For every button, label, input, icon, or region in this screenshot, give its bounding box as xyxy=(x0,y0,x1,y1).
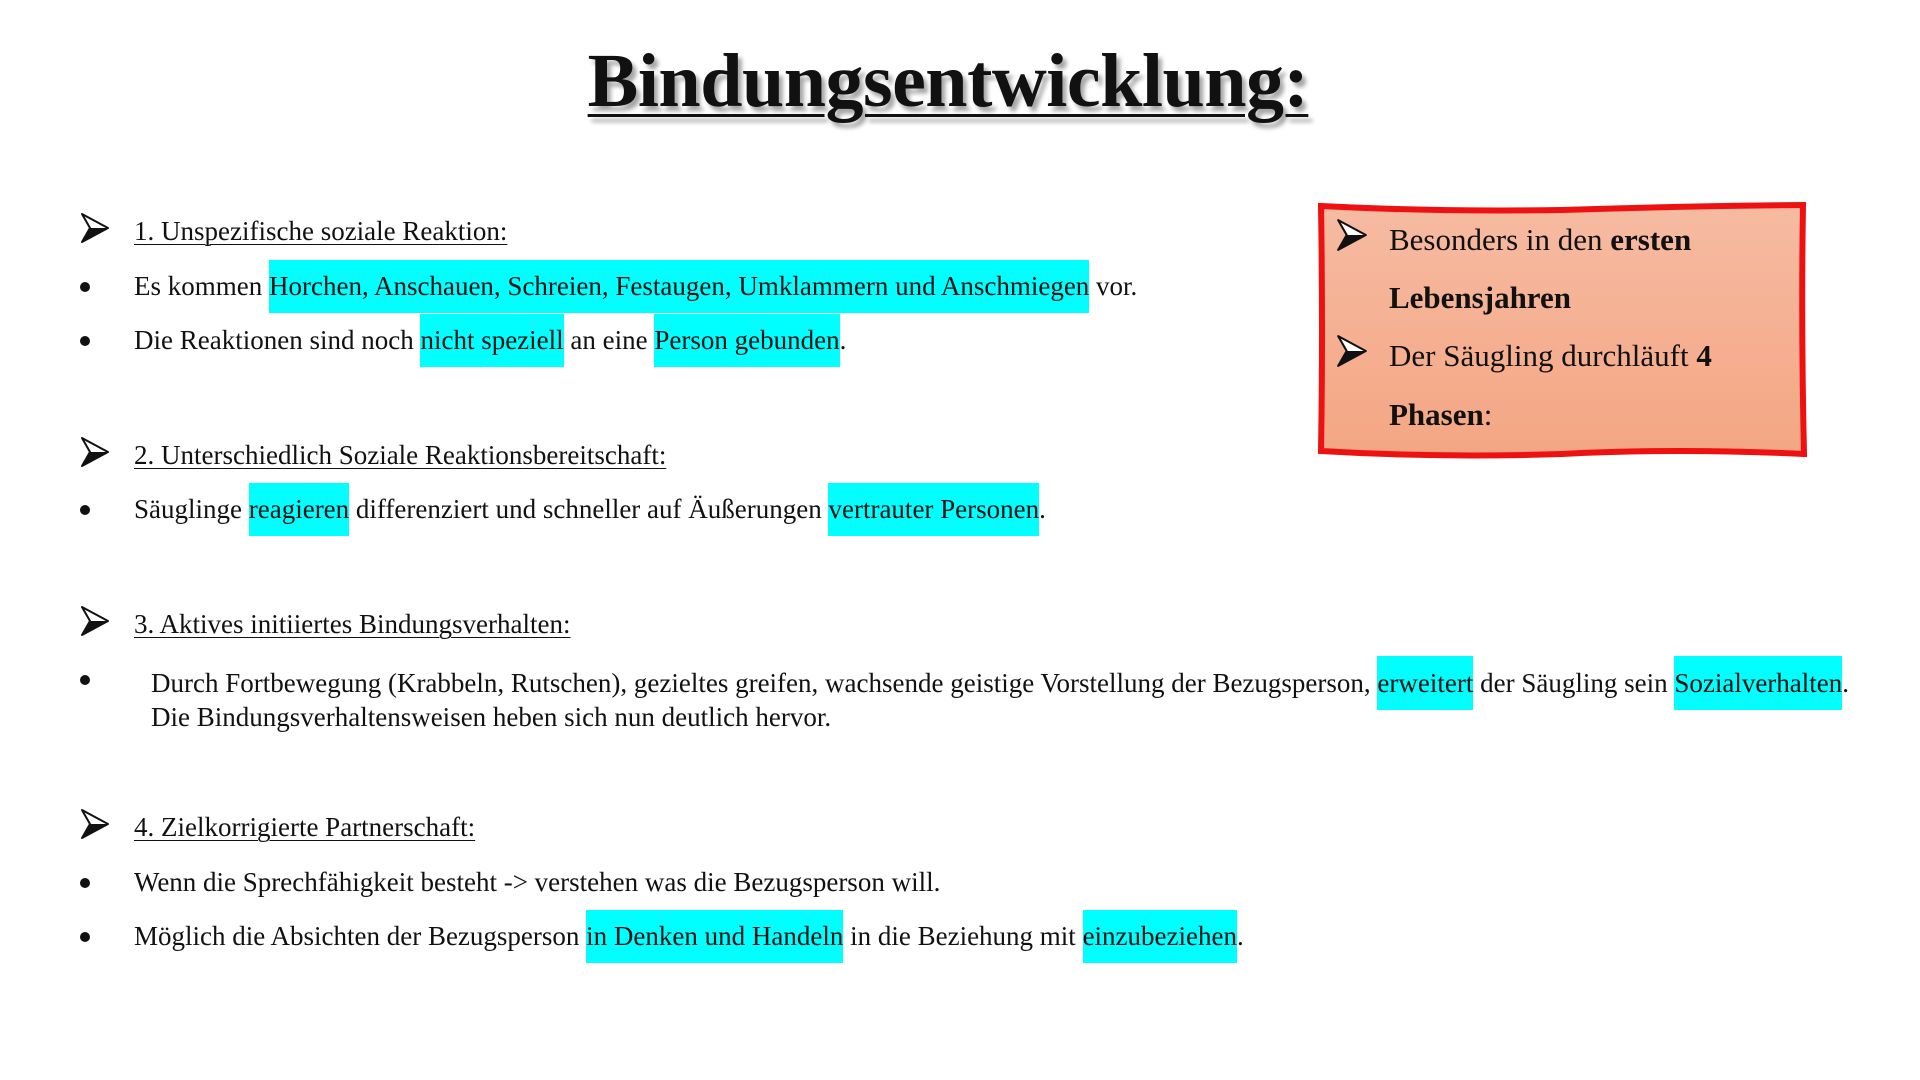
highlight: Person gebunden xyxy=(654,314,839,367)
text: in die Beziehung mit xyxy=(843,921,1083,951)
highlight: in Denken und Handeln xyxy=(586,910,843,963)
text: . xyxy=(1236,921,1244,951)
bullet-dot-icon xyxy=(80,675,90,685)
text: Es kommen xyxy=(134,271,269,301)
section-2-bullet-1 xyxy=(134,483,1046,536)
section-1-bullet-2 xyxy=(134,314,846,367)
section-4-bullet-2 xyxy=(134,910,1244,963)
text: der Säugling sein xyxy=(1473,668,1675,698)
arrow-bullet-icon xyxy=(80,212,110,244)
bold-text: Lebensjahren xyxy=(1389,280,1572,315)
text: Säuglinge xyxy=(134,494,249,524)
infobox-item-2 xyxy=(1389,338,1712,374)
highlight: erweitert xyxy=(1377,656,1473,710)
text: Die Reaktionen sind noch xyxy=(134,325,421,355)
text: . xyxy=(839,325,847,355)
infobox-item-2-cont xyxy=(1389,397,1492,433)
arrow-bullet-icon xyxy=(1336,334,1368,368)
text: Durch Fortbewegung (Krabbeln, Rutschen), gezieltes greifen, wachsende geistige Vorstellung der Bezugsperson, xyxy=(151,668,1378,698)
bold-text: 4 xyxy=(1696,338,1712,373)
bullet-dot-icon xyxy=(80,932,90,942)
text: vor. xyxy=(1089,271,1138,301)
highlight: nicht speziell xyxy=(420,314,563,367)
arrow-bullet-icon xyxy=(80,436,110,468)
text: : xyxy=(1483,397,1493,432)
text: Der Säugling durchläuft xyxy=(1389,338,1697,373)
text: Wenn die Sprechfähigkeit besteht -> verstehen was die Bezugsperson will. xyxy=(134,867,941,897)
infobox-item-1 xyxy=(1389,222,1691,258)
bullet-dot-icon xyxy=(80,505,90,515)
section-3-bullet-1 xyxy=(151,666,1891,734)
section-heading-2: 2. Unterschiedlich Soziale Reaktionsbereitschaft: xyxy=(134,440,667,470)
section-1-bullet-1 xyxy=(134,260,1137,313)
bullet-dot-icon xyxy=(80,336,90,346)
page-title: Bindungsentwicklung: xyxy=(587,39,1309,123)
section-heading-3: 3. Aktives initiiertes Bindungsverhalten: xyxy=(134,609,571,639)
highlight: reagieren xyxy=(249,483,349,536)
bullet-dot-icon xyxy=(80,878,90,888)
text: Möglich die Absichten der Bezugsperson xyxy=(134,921,587,951)
bullet-dot-icon xyxy=(80,282,90,292)
highlight: einzubeziehen xyxy=(1083,910,1237,963)
arrow-bullet-icon xyxy=(80,605,110,637)
text: . Die Bindungsverhaltensweisen heben sich nun deutlich hervor. xyxy=(151,668,1850,732)
section-heading-1: 1. Unspezifische soziale Reaktion: xyxy=(134,216,508,246)
arrow-bullet-icon xyxy=(80,808,110,840)
section-4-bullet-1 xyxy=(134,856,940,909)
text: Besonders in den xyxy=(1389,222,1611,257)
text: an eine xyxy=(563,325,655,355)
text: differenziert und schneller auf Äußerungen xyxy=(349,494,829,524)
infobox-item-1-cont xyxy=(1389,280,1571,316)
arrow-bullet-icon xyxy=(1336,218,1368,252)
highlight: Sozialverhalten xyxy=(1674,656,1842,710)
text: . xyxy=(1039,494,1046,524)
highlight: Horchen, Anschauen, Schreien, Festaugen, Umklammern und Anschmiegen xyxy=(269,260,1089,313)
section-heading-4: 4. Zielkorrigierte Partnerschaft: xyxy=(134,812,476,842)
bold-text: Phasen xyxy=(1389,397,1484,432)
highlight: vertrauter Personen xyxy=(828,483,1039,536)
bold-text: ersten xyxy=(1610,222,1692,257)
